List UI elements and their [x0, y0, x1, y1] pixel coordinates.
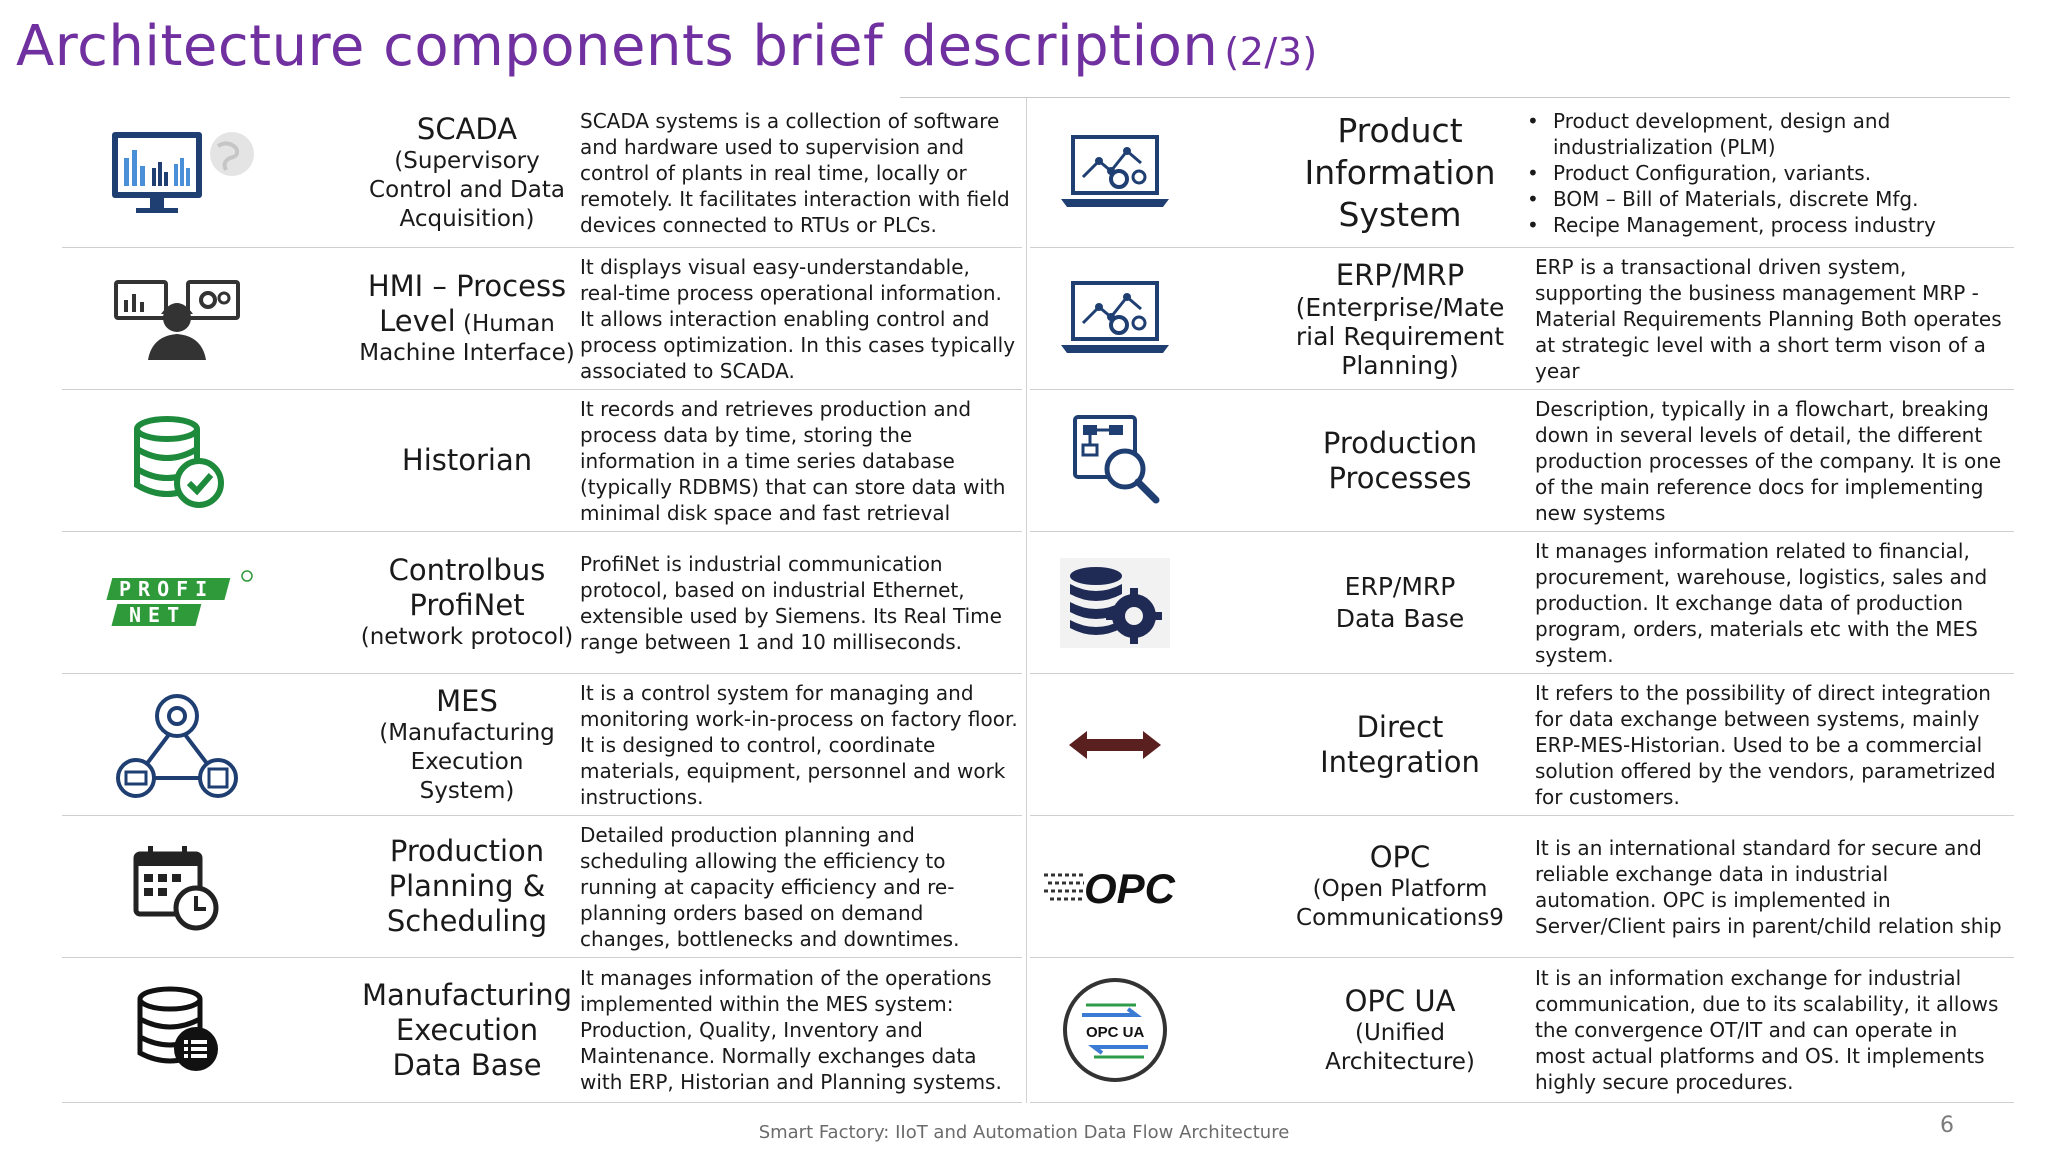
component-description: Description, typically in a flowchart, breaking down in several levels of detail, the different production processes of the company. It is one of the main reference docs for implementing new systems: [1535, 396, 2002, 525]
component-name: Product Information System: [1304, 110, 1496, 234]
double-arrow-icon: [1040, 674, 1190, 815]
component-description: ProfiNet is industrial communication protocol, based on industrial Ethernet, extensible used by Siemens. Its Real Time range between 1 and 10 milliseconds.: [580, 551, 1002, 654]
profinet-logo-icon: [62, 532, 292, 673]
list-item: • Recipe Management, process industry: [1525, 212, 2003, 238]
component-name: ERP/MRP Data Base: [1335, 571, 1465, 633]
component-description: SCADA systems is a collection of software and hardware used to supervision and control of plants in real time, locally or remotely. It facilitates interaction with field devices connected to RTUs or PLCs.: [580, 108, 1010, 237]
component-name: MES (Manufacturing Execution System): [379, 683, 555, 804]
svg-text:OPC UA: OPC UA: [1086, 1024, 1145, 1041]
component-row-direct-integration: [1030, 674, 2014, 816]
component-row-erp-database: [1030, 532, 2014, 674]
component-description: It displays visual easy-understandable, real-time process operational information. It allows interaction enabling control and process optimization. In this cases typically associated to SCADA.: [580, 254, 1016, 383]
database-list-icon: [62, 958, 292, 1102]
component-row-mes-database: [62, 958, 1022, 1103]
database-clock-icon: [62, 390, 292, 531]
title-sub: (2/3): [1224, 30, 1318, 74]
component-name: ERP/MRP (Enterprise/Mate rial Requirement Planning): [1295, 257, 1505, 380]
component-description: [1525, 98, 2003, 247]
component-name: Controlbus ProfiNet (network protocol): [360, 553, 574, 650]
list-item: • BOM – Bill of Materials, discrete Mfg.: [1525, 186, 2003, 212]
component-name: OPC UA (Unified Architecture): [1325, 983, 1475, 1075]
component-row-scada: [62, 98, 1022, 248]
component-row-product-information: [1030, 98, 2014, 248]
page-title: [16, 14, 1318, 79]
bullet-list: [1525, 108, 2003, 238]
svg-text:NET: NET: [129, 602, 187, 627]
component-description: Detailed production planning and scheduling allowing the efficiency to running at capacity efficiency and re-planning orders based on demand changes, bottlenecks and downtimes.: [580, 822, 960, 951]
component-description: It manages information of the operations implemented within the MES system: Production, Quality, Inventory and Maintenance. Normally exchanges data with ERP, Historian and Planning systems.: [580, 966, 1002, 1094]
component-row-erp-mrp: [1030, 248, 2014, 390]
page-number: 6: [1940, 1113, 1954, 1138]
component-name: HMI – Process Level (Human Machine Interface): [359, 269, 575, 366]
component-row-historian: [62, 390, 1022, 532]
component-name: OPC (Open Platform Communications9: [1296, 840, 1504, 931]
title-main: Architecture components brief description: [16, 14, 1219, 79]
operator-monitors-icon: [62, 248, 292, 389]
component-description: It is an information exchange for industrial communication, due to its scalability, it allows the convergence OT/IT and can operate in most actual platforms and OS. It implements highly secure procedures.: [1535, 966, 1999, 1094]
svg-text:PROFI: PROFI: [119, 576, 215, 601]
component-row-opc-ua: [1030, 958, 2014, 1103]
component-description: ERP is a transactional driven system, supporting the business management MRP - Material Requirements Planning Both operates at strategic level with a short term vison of a year: [1535, 254, 2002, 383]
list-item: • Product Configuration, variants.: [1525, 160, 2003, 186]
laptop-analytics-icon: [1040, 248, 1190, 389]
column-divider: [1026, 98, 1027, 1103]
svg-text:OPC: OPC: [1084, 864, 1176, 912]
monitor-chart-globe-icon: [62, 98, 292, 247]
component-row-opc: [1030, 816, 2014, 958]
component-row-hmi: [62, 248, 1022, 390]
component-name: Production Planning & Scheduling: [386, 834, 548, 938]
component-name: Historian: [401, 443, 533, 477]
flowchart-magnifier-icon: [1040, 390, 1190, 531]
component-name: Manufacturing Execution Data Base: [362, 977, 572, 1082]
component-row-planning: [62, 816, 1022, 958]
component-description: It is an international standard for secure and reliable exchange data in industrial automation. OPC is implemented in Server/Client pairs in parent/child relation ship: [1535, 835, 2002, 938]
gear-network-icon: [62, 674, 292, 815]
calendar-clock-icon: [62, 816, 292, 957]
laptop-analytics-icon: [1040, 98, 1190, 247]
component-description: It refers to the possibility of direct integration for data exchange between systems, mainly ERP-MES-Historian. Used to be a commercial solution offered by the vendors, parametrized for customers.: [1535, 680, 1996, 809]
component-name: SCADA (Supervisory Control and Data Acquisition): [369, 111, 565, 232]
component-name: Production Processes: [1322, 425, 1478, 495]
opc-logo-icon: [1040, 816, 1190, 957]
component-row-mes: [62, 674, 1022, 816]
component-description: It manages information related to financial, procurement, warehouse, logistics, sales and production. It exchange data of production program, orders, materials etc with the MES system.: [1535, 538, 1988, 667]
opc-ua-logo-icon: [1040, 958, 1190, 1102]
component-description: It records and retrieves production and process data by time, storing the information in a time series database (typically RDBMS) that can store data with minimal disk space and fast retrieval: [580, 396, 1006, 525]
component-row-production-processes: [1030, 390, 2014, 532]
component-description: It is a control system for managing and monitoring work-in-process on factory floor. It is designed to control, coordinate materials, equipment, personnel and work instructions.: [580, 680, 1018, 809]
list-item: • Product development, design and industrialization (PLM): [1525, 108, 2003, 160]
component-row-profinet: [62, 532, 1022, 674]
component-name: Direct Integration: [1320, 709, 1480, 779]
database-gear-icon: [1040, 532, 1190, 673]
footer-text: Smart Factory: IIoT and Automation Data Flow Architecture: [758, 1122, 1290, 1143]
